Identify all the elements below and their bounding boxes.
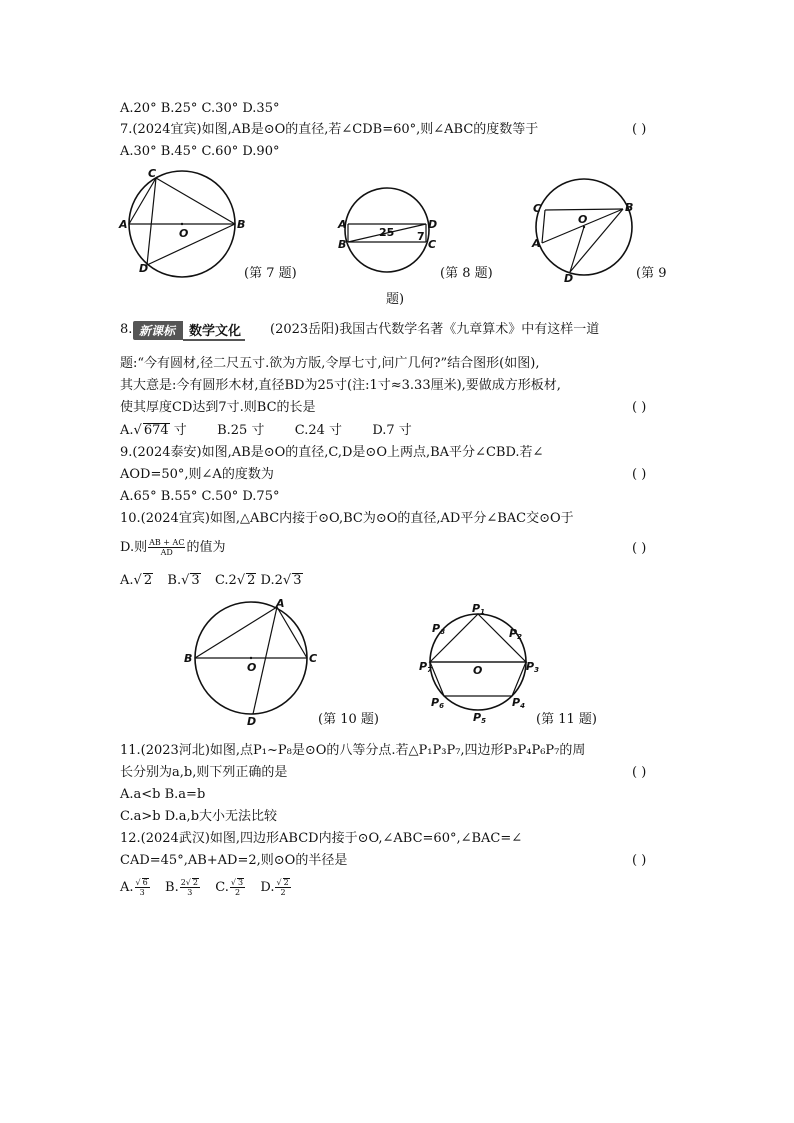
fig11-label-p7: P7 xyxy=(419,660,432,674)
q12-option-c-denominator: 2 xyxy=(234,888,241,897)
q8-option-a-radicand: 674 xyxy=(143,423,169,438)
sqrt-icon: √ xyxy=(133,573,142,588)
q12-options xyxy=(120,878,292,897)
caption-figure-9: (第 9 xyxy=(636,266,667,281)
question-12-line-2: CAD=45°,AB+AD=2,则⊙O的半径是 xyxy=(120,853,348,868)
fig11-label-p5: P5 xyxy=(473,711,486,725)
fig10-label-o: O xyxy=(247,661,257,674)
q10-option-b-radicand: 3 xyxy=(191,573,200,588)
q12-option-b-fraction xyxy=(180,878,200,897)
caption-figure-9-end: 题) xyxy=(386,292,405,307)
answer-paren-7: ( ) xyxy=(632,122,647,137)
sqrt-icon: √ xyxy=(135,878,141,887)
question-8-line-2: 题:“今有圆材,径二尺五寸.欲为方版,令厚七寸,问广几何?”结合图形(如图), xyxy=(120,356,540,371)
q12-option-a: A. xyxy=(120,880,134,895)
q8-option-a: A. xyxy=(120,423,134,438)
q8-option-a-unit: 寸 xyxy=(169,423,187,438)
answer-paren-8: ( ) xyxy=(632,400,647,415)
fig11-label-p8: P8 xyxy=(432,622,445,636)
q11-options-ab: A.a<b B.a=b xyxy=(120,787,206,802)
question-8-line-4: 使其厚度CD达到7寸.则BC的长是 xyxy=(120,400,316,415)
fig11-label-p6: P6 xyxy=(431,696,444,710)
fig8-label-d: D xyxy=(428,218,438,231)
q10-suffix: 的值为 xyxy=(186,540,226,555)
q10-option-a: A. xyxy=(120,573,134,588)
fig8-label-a: A xyxy=(338,218,347,231)
fig10-label-a: A xyxy=(276,597,285,610)
figure-11 xyxy=(418,600,538,725)
q10-option-b: B. xyxy=(167,573,182,588)
q10-prefix: D.则 xyxy=(120,540,148,555)
q12-option-d-fraction xyxy=(275,878,290,897)
q12-option-b-numerator xyxy=(180,878,200,888)
q9-options: A.65° B.55° C.50° D.75° xyxy=(120,489,280,504)
q8-option-d: D.7 寸 xyxy=(372,423,412,438)
fig9-label-c: C xyxy=(533,202,542,215)
question-9-line-1: 9.(2024泰安)如图,AB是⊙O的直径,C,D是⊙O上两点,BA平分∠CBD.若∠ xyxy=(120,445,544,460)
fig11-label-p2: P2 xyxy=(509,627,522,641)
question-11-line-1: 11.(2023河北)如图,点P₁~P₈是⊙O的八等分点.若△P₁P₃P₇,四边形P₃P₄P₆P₇的周 xyxy=(120,743,586,758)
answer-paren-10: ( ) xyxy=(632,541,647,556)
fig9-label-o: O xyxy=(578,213,588,226)
question-11-line-2: 长分别为a,b,则下列正确的是 xyxy=(120,765,288,780)
q12-option-a-denominator: 3 xyxy=(139,888,145,897)
q10-option-c: C.2 xyxy=(214,573,237,588)
answer-paren-9: ( ) xyxy=(632,467,647,482)
q10-option-d: D.2 xyxy=(260,573,283,588)
fig11-label-p3: P3 xyxy=(526,660,539,674)
q12-option-b-denominator: 3 xyxy=(187,888,193,897)
question-8-line-3: 其大意是:今有圆形木材,直径BD为25寸(注:1寸≈3.33厘米),要做成方形板材, xyxy=(120,378,561,393)
fig10-label-d: D xyxy=(247,715,257,728)
q12-option-a-radicand: 6 xyxy=(142,878,148,887)
badge-title: 数学文化 xyxy=(183,320,245,341)
fig9-label-a: A xyxy=(532,237,541,250)
question-7: 7.(2024宜宾)如图,AB是⊙O的直径,若∠CDB=60°,则∠ABC的度数等于 xyxy=(120,122,539,137)
sqrt-icon: √ xyxy=(133,423,142,438)
q10-fraction xyxy=(148,538,185,557)
sqrt-icon: √ xyxy=(185,878,191,887)
new-curriculum-badge xyxy=(133,320,245,340)
figure-9 xyxy=(528,175,638,285)
caption-figure-7: (第 7 题) xyxy=(244,266,297,281)
q12-option-c: C. xyxy=(215,880,229,895)
q12-option-c-numerator xyxy=(230,878,245,888)
q6-options: A.20° B.25° C.30° D.35° xyxy=(120,101,280,116)
sqrt-icon: √ xyxy=(181,573,190,588)
fig11-label-p1: P1 xyxy=(472,602,485,616)
figure-10 xyxy=(180,595,330,730)
q12-option-a-fraction xyxy=(135,878,150,897)
sqrt-icon: √ xyxy=(236,573,246,588)
q12-option-b: B. xyxy=(165,880,179,895)
q12-option-d-radicand: 2 xyxy=(283,878,289,887)
fig8-label-c: C xyxy=(428,238,437,251)
badge-tag: 新课标 xyxy=(133,321,183,340)
sqrt-icon: √ xyxy=(230,878,237,887)
q12-option-b-coefficient: 2 xyxy=(180,878,186,887)
q12-option-d-numerator xyxy=(275,878,290,888)
answer-paren-12: ( ) xyxy=(632,853,647,868)
q12-option-a-numerator xyxy=(135,878,150,888)
question-10-line-1: 10.(2024宜宾)如图,△ABC内接于⊙O,BC为⊙O的直径,AD平分∠BAC交⊙O于 xyxy=(120,511,574,526)
question-9-line-2: AOD=50°,则∠A的度数为 xyxy=(120,467,274,482)
fig8-label-b: B xyxy=(338,238,347,251)
q12-option-d: D. xyxy=(260,880,275,895)
q10-fraction-numerator: AB + AC xyxy=(149,538,185,547)
q11-options-cd: C.a>b D.a,b大小无法比较 xyxy=(120,809,278,824)
q10-option-d-radicand: 3 xyxy=(293,573,302,588)
fig7-label-o: O xyxy=(179,227,189,240)
caption-figure-10: (第 10 题) xyxy=(318,712,379,727)
fig11-label-o: O xyxy=(473,664,483,677)
fig9-label-d: D xyxy=(564,272,574,285)
fig10-label-c: C xyxy=(309,652,318,665)
fig8-length-7: 7 xyxy=(417,230,425,243)
q10-options xyxy=(120,572,303,590)
question-10-line-2 xyxy=(120,538,225,557)
fig7-label-b: B xyxy=(237,218,246,231)
fig7-label-a: A xyxy=(119,218,128,231)
q12-option-c-fraction xyxy=(230,878,245,897)
fig9-label-b: B xyxy=(625,201,634,214)
question-8-number: 8. xyxy=(120,322,133,337)
fig11-label-p4: P4 xyxy=(512,696,525,710)
q8-option-b: B.25 寸 xyxy=(217,423,265,438)
fig7-label-d: D xyxy=(139,262,149,275)
q10-option-c-radicand: 2 xyxy=(247,573,256,588)
question-8-line-1: (2023岳阳)我国古代数学名著《九章算术》中有这样一道 xyxy=(270,322,600,337)
q8-option-c: C.24 寸 xyxy=(294,423,343,438)
figure-7 xyxy=(115,160,255,280)
q7-options: A.30° B.45° C.60° D.90° xyxy=(120,144,280,159)
figure-8 xyxy=(335,185,445,285)
q12-option-b-radicand: 2 xyxy=(192,878,198,887)
q12-option-c-radicand: 3 xyxy=(238,878,244,887)
q8-options xyxy=(120,422,412,440)
q10-option-a-radicand: 2 xyxy=(143,573,153,588)
caption-figure-11: (第 11 题) xyxy=(536,712,597,727)
sqrt-icon: √ xyxy=(282,573,292,588)
q10-fraction-denominator: AD xyxy=(160,548,173,557)
q12-option-d-denominator: 2 xyxy=(280,888,286,897)
fig8-length-25: 25 xyxy=(379,226,395,239)
question-12-line-1: 12.(2024武汉)如图,四边形ABCD内接于⊙O,∠ABC=60°,∠BAC=∠ xyxy=(120,831,523,846)
fig7-label-c: C xyxy=(148,167,157,180)
fig10-label-b: B xyxy=(184,652,193,665)
sqrt-icon: √ xyxy=(276,878,282,887)
answer-paren-11: ( ) xyxy=(632,765,647,780)
caption-figure-8: (第 8 题) xyxy=(440,266,493,281)
